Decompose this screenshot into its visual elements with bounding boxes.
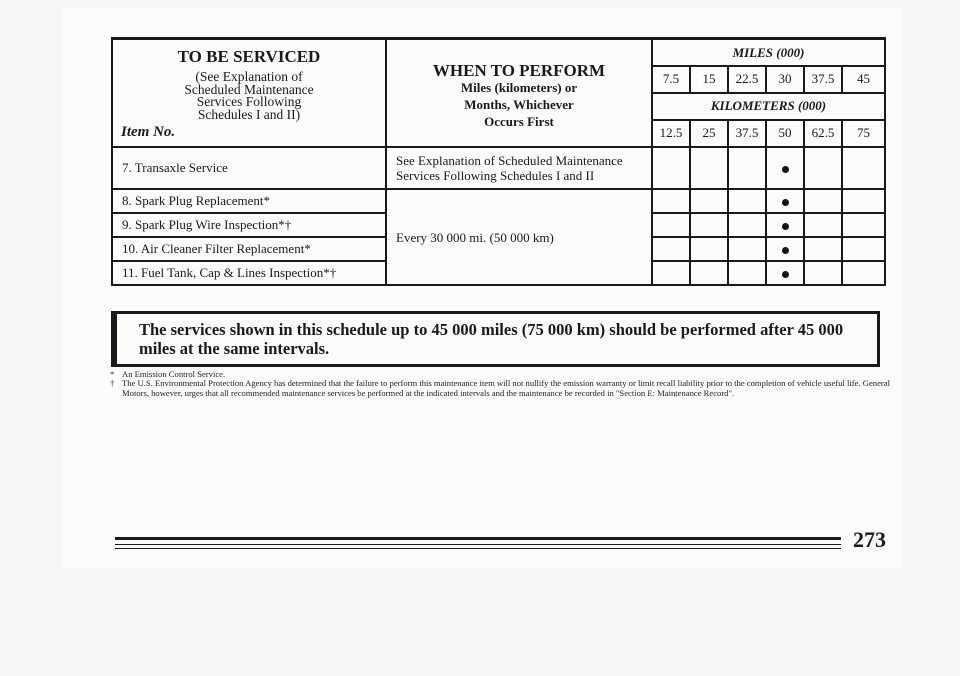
interval-cell — [766, 147, 804, 189]
interval-cell — [728, 189, 766, 213]
interval-cell — [766, 261, 804, 285]
to-be-serviced-note: (See Explanation of Scheduled Maintenance Services Following Schedules I and II) — [184, 69, 314, 122]
asterisk-mark: * — [110, 369, 115, 379]
kilometers-header: KILOMETERS (000) — [652, 93, 885, 120]
service-item: 11. Fuel Tank, Cap & Lines Inspection*† — [112, 261, 386, 285]
interval-cell — [728, 237, 766, 261]
scheduled-dot-icon — [782, 271, 789, 278]
when-to-perform-header: WHEN TO PERFORM Miles (kilometers) or Months, Whichever Occurs First — [386, 39, 652, 148]
service-item: 8. Spark Plug Replacement* — [112, 189, 386, 213]
shared-when-to-perform-cell: Every 30 000 mi. (50 000 km) — [386, 189, 652, 285]
interval-cell — [842, 261, 885, 285]
interval-cell — [690, 237, 728, 261]
interval-cell — [804, 147, 842, 189]
when-to-perform-cell: See Explanation of Scheduled Maintenance Services Following Schedules I and II — [386, 147, 652, 189]
interval-cell — [728, 147, 766, 189]
interval-cell — [652, 213, 690, 237]
interval-cell — [766, 189, 804, 213]
schedule-notice-box — [111, 311, 880, 367]
maintenance-schedule-table — [111, 37, 886, 286]
interval-cell — [804, 261, 842, 285]
km-value: 25 — [690, 120, 728, 147]
schedule-row — [112, 147, 885, 189]
interval-cell — [652, 261, 690, 285]
interval-cell — [690, 147, 728, 189]
interval-cell — [842, 189, 885, 213]
interval-cell — [842, 147, 885, 189]
interval-cell — [690, 189, 728, 213]
km-value: 50 — [766, 120, 804, 147]
service-item: 10. Air Cleaner Filter Replacement* — [112, 237, 386, 261]
interval-cell — [804, 189, 842, 213]
interval-cell — [690, 213, 728, 237]
footnote-epa: † The U.S. Environmental Protection Agency has determined that the failure to perform this maintenance item will not nullify the emission warranty or limit recall liability prior to the completion of vehicle useful life. General Motors, however, urges that all recommended maintenance services be performed at the indicated intervals and the maintenance be recorded in "Section E: Maintenance Record". — [110, 378, 890, 398]
km-value: 37.5 — [728, 120, 766, 147]
interval-cell — [652, 237, 690, 261]
service-item: 7. Transaxle Service — [112, 147, 386, 189]
miles-value: 22.5 — [728, 66, 766, 93]
dagger-mark: † — [110, 378, 115, 388]
item-no-label: Item No. — [121, 124, 176, 140]
miles-value: 45 — [842, 66, 885, 93]
scheduled-dot-icon — [782, 223, 789, 230]
scheduled-dot-icon — [782, 247, 789, 254]
miles-value: 30 — [766, 66, 804, 93]
page-number: 273 — [853, 527, 886, 552]
interval-cell — [766, 213, 804, 237]
interval-cell — [728, 213, 766, 237]
km-value: 62.5 — [804, 120, 842, 147]
interval-cell — [842, 213, 885, 237]
bottom-rule-thin — [115, 548, 841, 549]
to-be-serviced-header — [112, 39, 386, 148]
km-value: 75 — [842, 120, 885, 147]
schedule-row — [112, 189, 885, 213]
to-be-serviced-title: TO BE SERVICED — [177, 47, 321, 66]
bottom-rule-thick — [115, 537, 841, 540]
header-row-miles — [112, 39, 885, 67]
scheduled-dot-icon — [782, 166, 789, 173]
interval-cell — [804, 213, 842, 237]
miles-value: 15 — [690, 66, 728, 93]
interval-cell — [842, 237, 885, 261]
notice-accent-bar — [111, 311, 117, 367]
miles-value: 7.5 — [652, 66, 690, 93]
interval-cell — [690, 261, 728, 285]
schedule-notice-text: The services shown in this schedule up to 45 000 miles (75 000 km) should be performed after 45 000 miles at the same intervals. — [139, 320, 844, 358]
scheduled-dot-icon — [782, 199, 789, 206]
interval-cell — [804, 237, 842, 261]
miles-value: 37.5 — [804, 66, 842, 93]
km-value: 12.5 — [652, 120, 690, 147]
interval-cell — [652, 147, 690, 189]
bottom-rule-thin — [115, 544, 841, 545]
footnote-emission: * An Emission Control Service. — [110, 369, 226, 379]
service-item: 9. Spark Plug Wire Inspection*† — [112, 213, 386, 237]
miles-header: MILES (000) — [652, 39, 885, 67]
interval-cell — [766, 237, 804, 261]
interval-cell — [652, 189, 690, 213]
interval-cell — [728, 261, 766, 285]
